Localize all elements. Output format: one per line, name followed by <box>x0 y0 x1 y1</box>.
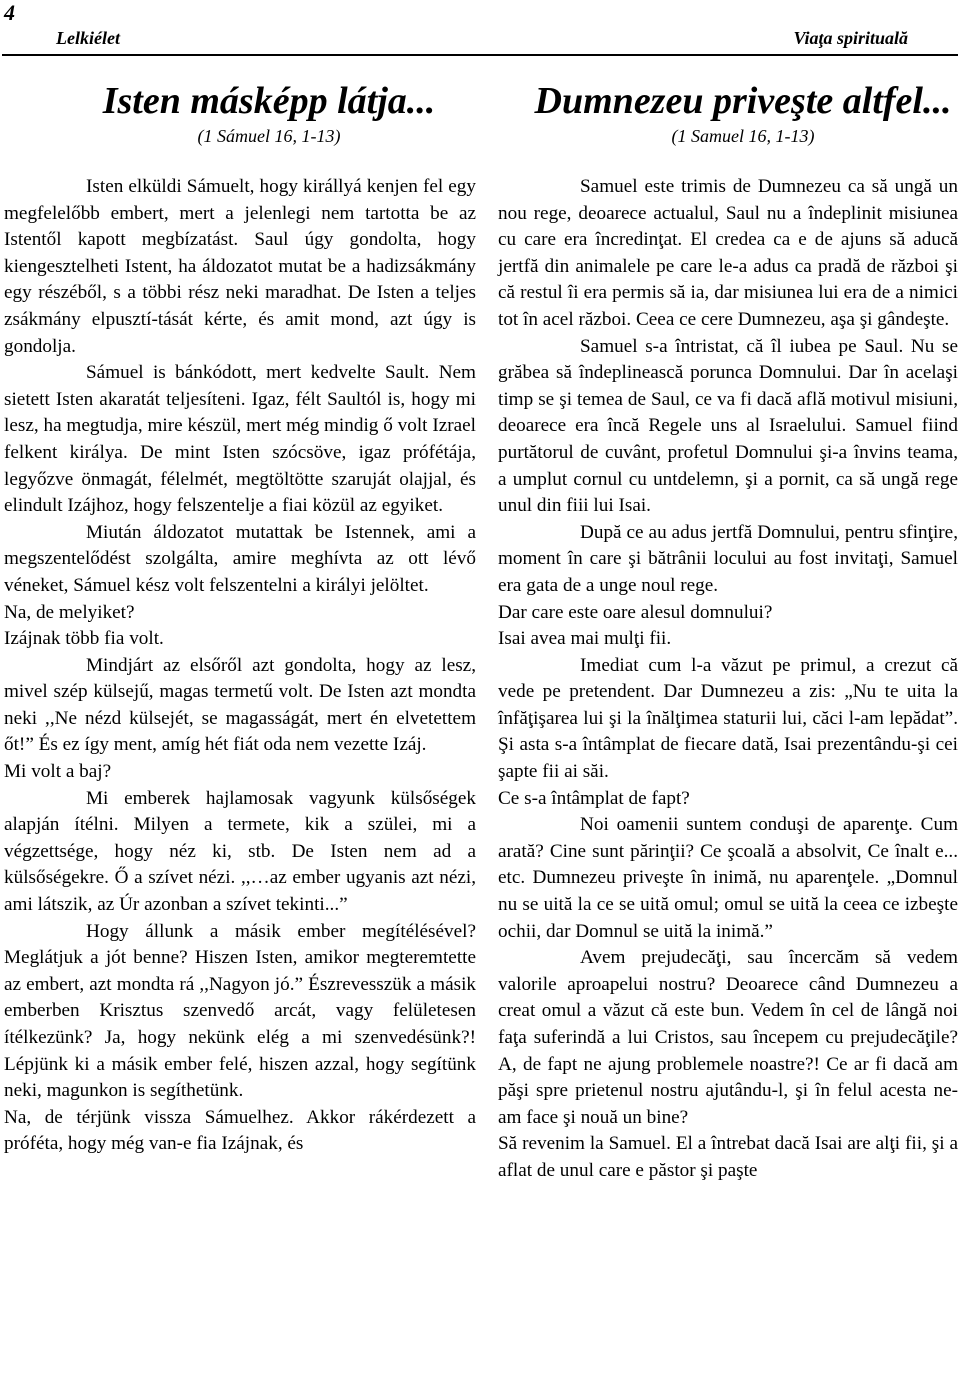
paragraph: Samuel este trimis de Dumnezeu ca să ungă un nou rege, deoarece actualul, Saul nu a îndeplinit misiunea cu care era încredinţat. El credea ca e de ajuns să aducă jertfă din animalele pe care le-a adus ca pradă de război şi că restul îi era permis să ia, dar misiunea lui era de a nimici tot în acel război. Ceea ce cere Dumnezeu, aşa şi gândeşte. <box>498 176 958 330</box>
paragraph: Na, de térjünk vissza Sámuelhez. Akkor rákérdezett a próféta, hogy még van-e fia Izájnak, és <box>4 1106 476 1155</box>
paragraph: Imediat cum l-a văzut pe primul, a crezut că vede pe pretendent. Dar Dumnezeu a zis: „Nu te uita la înfăţişarea lui şi la înălţimea staturii lui, căci l-am lepădat”. Şi asta s-a întâmplat de fiecare dată, Isai prezentându-şi cei şapte fii ai săi. <box>498 654 958 783</box>
header-divider <box>2 54 958 56</box>
paragraph: Să revenim la Samuel. El a întrebat dacă Isai are alţi fii, şi a aflat de unul care e păstor şi paşte <box>498 1133 958 1181</box>
article-body-romanian <box>498 174 958 1185</box>
paragraph: Mi volt a baj? <box>4 761 112 783</box>
paragraph: După ce au adus jertfă Domnului, pentru sfinţire, moment în care şi bătrânii locului au fost invitaţi, Samuel era gata de a unge noul rege. <box>498 521 958 596</box>
paragraph: Mindjárt az elsőről azt gondolta, hogy az lesz, mivel szép külsejű, magas termetű volt. De Isten azt mondta neki ,,Ne nézd külsejét, se magasságát, mert én elvetettem őt!” És ez így ment, amíg hét fiát oda nem vezette Izáj. <box>4 654 476 756</box>
paragraph: Ce s-a întâmplat de fapt? <box>498 787 690 809</box>
paragraph: Izájnak több fia volt. <box>4 628 164 650</box>
scripture-reference-romanian: (1 Samuel 16, 1-13) <box>671 126 815 146</box>
hungarian-column <box>4 78 476 1158</box>
paragraph: Samuel s-a întristat, că îl iubea pe Saul. Nu se grăbea să îndeplinească porunca Domnului. Dar în acelaşi timp se şi temea de Saul, ce va fi dacă află motivul misiuni, deoarece era încă Regele uns al Israelului. Samuel fiind purtătorul de cuvânt, profetul Domnului şi-a învins teama, a umplut cornul cu untdelemn, şi a pornit, ca să ungă rege unul din fiii lui Isai. <box>498 335 958 517</box>
paragraph: Mi emberek hajlamosak vagyunk külsőségek alapján ítélni. Milyen a termete, kik a szülei, mi a végzettsége, hogy néz ki, stb. De Isten nem ad a külsőségekre. Ő a szívet nézi. ,,…az ember ugyanis azt nézi, ami látszik, az Úr azonban a szívet tekinti...” <box>4 787 476 916</box>
paragraph: Avem prejudecăţi, sau încercăm să vedem valorile aproapelui nostru? Deoarece când Dumnezeu a creat omul a văzut că este bun. Vedem în cel de lângă noi faţa suferindă a lui Cristos, sau începem cu prejudecăţile? A, de fapt ne ajung problemele noastre?! Ce ar fi dacă am păşi spre prietenul nostru ajutându-l, şi în felul acesta ne-am face şi nouă un bine? <box>498 947 958 1128</box>
paragraph: Hogy állunk a másik ember megítélésével? Meglátjuk a jót benne? Hiszen Isten, amikor megteremtette az embert, azt mondta rá ,,Nagyon jó.” Észrevesszük a másik emberben Krisztus szenvedő arcát, vagy felületesen ítélkezünk? Ja, hogy nekünk elég a mi szenvedésünk?! Lépjünk ki a másik ember felé, hiszen azzal, hogy segítünk neki, magunkon is segíthetünk. <box>4 920 476 1102</box>
paragraph: Miután áldozatot mutattak be Istennek, ami a megszentelődést szolgálta, amire meghívta az ott lévő véneket, Sámuel kész volt felszentelni a királyi jelöltet. <box>4 521 476 596</box>
paragraph: Noi oamenii suntem conduşi de aparenţe. Cum arată? Cine sunt părinţii? Ce şcoală a absolvit, Ce înalt e... etc. Dumnezeu priveşte în inimă, nu aparenţele. „Domnul nu se uită la ce se uită omul; omul se uită la ceea ce izbeşte ochii, dar Domnul se uită la inimă.” <box>498 814 958 942</box>
section-title-romanian: Viaţa spirituală <box>793 28 908 48</box>
article-title-hungarian: Isten másképp látja... <box>102 80 436 122</box>
paragraph: Sámuel is bánkódott, mert kedvelte Sault. Nem sietett Isten akaratát teljesíteni. Igaz, félt Saultól is, hogy mi lesz, ha megtudja, mire készül, mert még mindig ő volt Izrael felkent királya. De mint Isten szócsöve, igaz prófétája, legyőzve önmagát, félelmét, megtöltötte szaruját olajjal, és elindult Izájhoz, hogy felszentelje a fiai közül az egyiket. <box>4 362 476 517</box>
article-body-hungarian <box>4 174 476 1158</box>
paragraph: Dar care este oare alesul domnului? <box>498 601 773 623</box>
page-number: 4 <box>4 0 15 25</box>
article-title-romanian: Dumnezeu priveşte altfel... <box>534 80 952 122</box>
scripture-reference-hungarian: (1 Sámuel 16, 1-13) <box>197 126 341 146</box>
paragraph: Isai avea mai mulţi fii. <box>498 628 672 650</box>
paragraph: Na, de melyiket? <box>4 601 135 623</box>
paragraph: Isten elküldi Sámuelt, hogy királlyá kenjen fel egy megfelelőbb embert, mert a jelenlegi nem tartotta be az Istentől kapott megbízatást. Saul úgy gondolta, hogy kiengesztelheti Istent, ha áldozatot mutat be a hadizsákmány egy részéből, s a többi rész neki maradhat. De Isten a teljes zsákmány elpusztí-tását kérte, és amit mond, azt úgy is gondolja. <box>4 176 476 357</box>
romanian-column <box>498 78 958 1185</box>
section-title-hungarian: Lelkiélet <box>56 28 120 48</box>
